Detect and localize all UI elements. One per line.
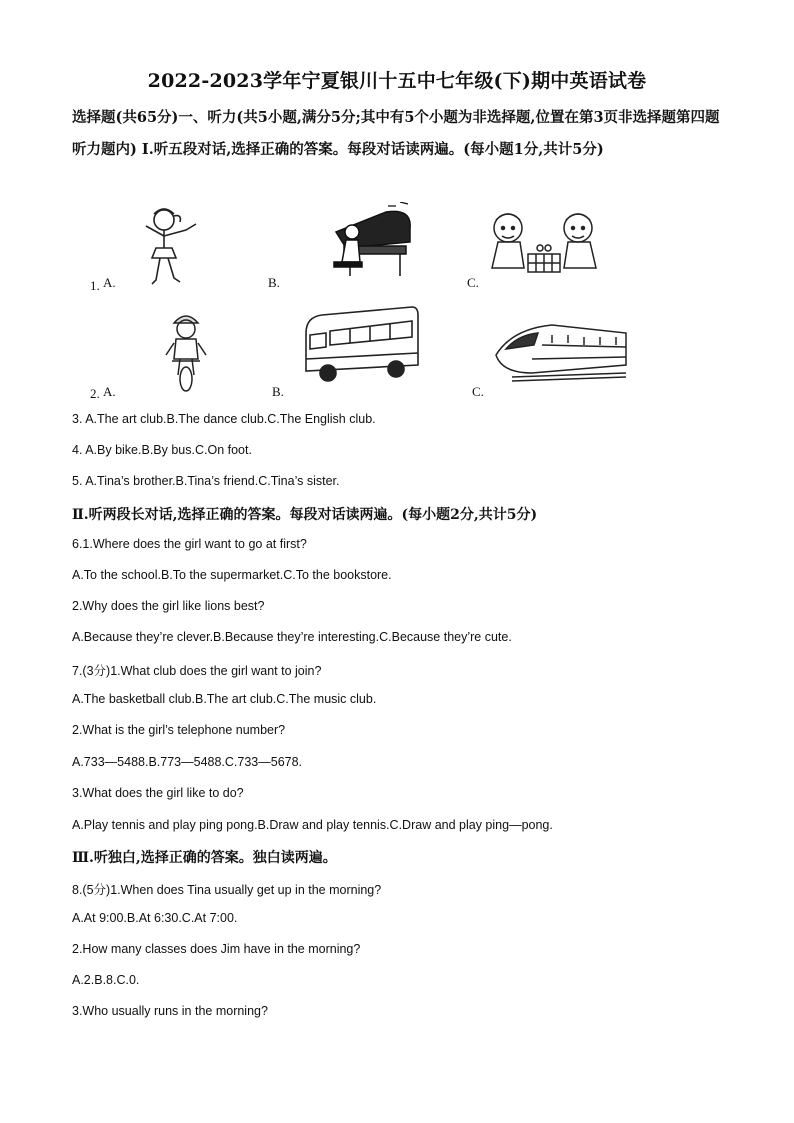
option-label-a: A. (103, 384, 116, 399)
question-7-3-options: A.Play tennis and play ping pong.B.Draw and play tennis.C.Draw and play ping—pong. (72, 818, 553, 832)
dancing-girl-icon (134, 204, 204, 290)
picture-question-1 (72, 200, 732, 300)
option-label-a: A. (103, 275, 116, 290)
question-8-3-prompt: 3.Who usually runs in the morning? (72, 1004, 268, 1018)
question-7-2-prompt: 2.What is the girl’s telephone number? (72, 723, 286, 737)
option-label-c: C. (467, 275, 479, 290)
question-7-1-options: A.The basketball club.B.The art club.C.The music club. (72, 692, 377, 706)
picture-question-2 (72, 303, 732, 403)
section-3-heading: Ⅲ.听独白,选择正确的答案。独白读两遍。 (72, 850, 337, 866)
bullet-train-icon (492, 315, 630, 387)
question-7-2-options: A.733—5488.B.773—5488.C.733—5678. (72, 755, 303, 769)
question-7-3-prompt: 3.What does the girl like to do? (72, 786, 244, 800)
question-6-1-options: A.To the school.B.To the supermarket.C.To the bookstore. (72, 568, 392, 582)
question-6-1-prompt: 6.1.Where does the girl want to go at first? (72, 537, 307, 551)
question-6-2-prompt: 2.Why does the girl like lions best? (72, 599, 265, 613)
question-7-1-prompt: 7.(3分)1.What club does the girl want to join? (72, 664, 322, 678)
bus-icon (300, 303, 420, 385)
question-number: 1. (90, 278, 100, 293)
question-8-2-prompt: 2.How many classes does Jim have in the morning? (72, 942, 361, 956)
question-8-1-options: A.At 9:00.B.At 6:30.C.At 7:00. (72, 911, 238, 925)
section-2-heading: Ⅱ.听两段长对话,选择正确的答案。每段对话读两遍。(每小题2分,共计5分) (72, 507, 538, 523)
option-label-b: B. (272, 384, 284, 399)
section-intro: 选择题(共65分)一、听力(共5小题,满分5分;其中有5个小题为非选择题,位置在第3页非选择题第四题听力题内) Ⅰ.听五段对话,选择正确的答案。每段对话读两遍。(每小题1分,共计5分) (72, 109, 720, 158)
question-3-line: 3. A.The art club.B.The dance club.C.The English club. (72, 412, 376, 426)
option-label-c: C. (472, 384, 484, 399)
bicycle-rider-icon (162, 309, 210, 393)
question-6-2-options: A.Because they’re clever.B.Because they’re interesting.C.Because they’re cute. (72, 630, 512, 644)
question-5-line: 5. A.Tina’s brother.B.Tina’s friend.C.Tina’s sister. (72, 474, 340, 488)
piano-player-icon (326, 202, 416, 280)
question-4-line: 4. A.By bike.B.By bus.C.On foot. (72, 443, 252, 457)
question-number: 2. (90, 386, 100, 401)
chess-players-icon (484, 206, 604, 288)
page-title: 2022-2023学年宁夏银川十五中七年级(下)期中英语试卷 (147, 70, 647, 92)
option-label-b: B. (268, 275, 280, 290)
question-8-1-prompt: 8.(5分)1.When does Tina usually get up in the morning? (72, 883, 382, 897)
question-8-2-options: A.2.B.8.C.0. (72, 973, 140, 987)
